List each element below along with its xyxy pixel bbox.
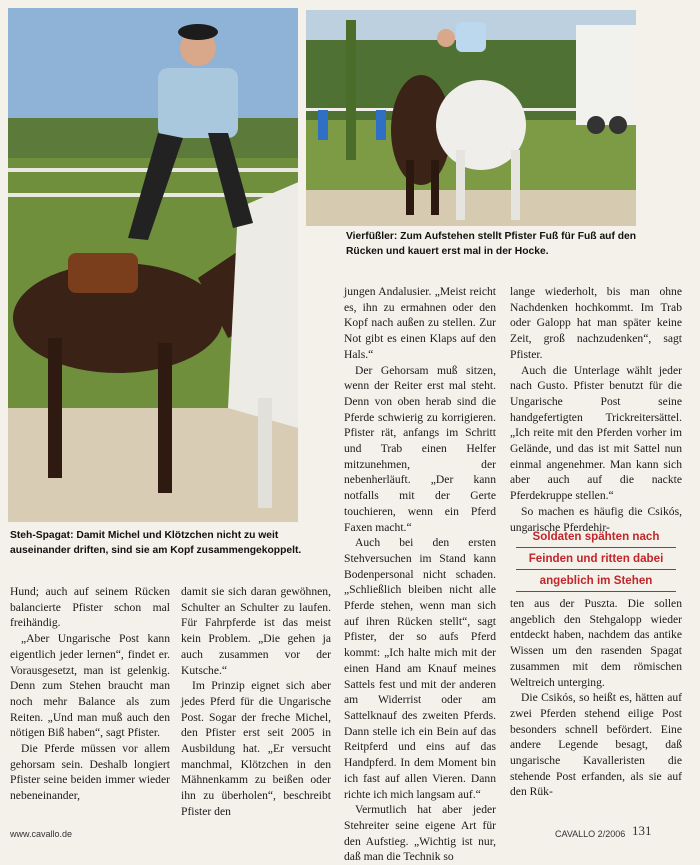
caption-text: Zum Aufstehen stellt Pfister Fuß für Fuß auf den Rücken und kauert erst mal in der Hocke.: [346, 231, 637, 257]
paragraph: ten aus der Puszta. Die sollen angeblich den Stehgalopp wieder entdeckt haben, nachdem das antike Wissen um den rasenden Spagat zusammen mit dem römischen Weltreich unterging.: [510, 597, 682, 689]
caption-lead: Vierfüßler:: [346, 231, 398, 242]
pull-quote-line: Feinden und ritten dabei: [516, 548, 676, 570]
paragraph: So machen es häufig die Csikós, ungarische Pferdehir-: [510, 504, 682, 534]
photo-four-legged-climb: [306, 10, 636, 226]
caption-standing-split: [10, 528, 310, 558]
page-number: 131: [632, 823, 652, 838]
caption-text: Damit Michel und Klötzchen nicht zu weit auseinander driften, sind sie am Kopf zusammengekoppelt.: [10, 530, 302, 556]
article-column-4-upper: [510, 284, 682, 535]
caption-four-legged: [346, 229, 646, 259]
paragraph: damit sie sich daran gewöhnen, Schulter an Schulter zu laufen. Für Fahrpferde ist das meist kein Problem. „Die gehen ja auch zusammen vor der Kutsche.“: [181, 585, 331, 677]
paragraph: Im Prinzip eignet sich aber jedes Pferd für die Ungarische Post. Sogar der freche Michel, den Pfister erst seit 2005 in Ausbildung hat. „Er versucht manchmal, Klötzchen in den Mähnenkamm zu beißen oder ihn zu überholen“, beschreibt Pfister den: [181, 679, 331, 818]
paragraph: „Aber Ungarische Post kann eigentlich jeder lernen“, findet er. Vorausgesetzt, man ist gelenkig. Denn zum Stehen braucht man noch mehr Balance als zum Reiten. „Und man muß auch den nötigen Biß haben“, sagt Pfister.: [10, 632, 170, 740]
paragraph: Die Pferde müssen vor allem gehorsam sein. Deshalb longiert Pfister seine beiden immer wieder nebeneinander,: [10, 742, 170, 803]
paragraph: Vermutlich hat aber jeder Stehreiter seine eigene Art für den Aufstieg. „Wichtig ist nur, daß man die Technik so: [344, 803, 496, 864]
pull-quote: [510, 526, 682, 592]
pull-quote-line: Soldaten spähten nach: [516, 526, 676, 548]
footer-issue: CAVALLO 2/2006: [555, 829, 626, 839]
paragraph: lange wiederholt, bis man ohne Nachdenken hochkommt. Im Trab oder Galopp hat man später keine Zeit, groß nachzudenken“, sagt Pfister.: [510, 285, 682, 361]
article-column-4-lower: [510, 596, 682, 800]
pull-quote-line: angeblich im Stehen: [516, 570, 676, 592]
paragraph: Auch bei den ersten Stehversuchen im Stand kann Bodenpersonal nicht schaden. „Schließlich bleiben nicht alle Pferde stehen, wenn man sich auf ihren Rücken stellt“, sagt Pfister, der so aufs Pferd kommt: „Ich halte mich mit der einen Hand am Knauf meines Sattels fest und mit der anderen am Widerrist oder am Sattelknauf des zweiten Pferds. Dann stelle ich ein Bein auf das Reitpferd und eins auf das Handpferd. In dem Moment bin ich fast auf allen Vieren. Dann richte ich mich langsam auf.“: [344, 536, 496, 801]
article-column-2: [181, 584, 331, 820]
article-column-1: [10, 584, 170, 804]
article-column-3: [344, 284, 496, 865]
caption-lead: Steh-Spagat:: [10, 530, 74, 541]
paragraph: jungen Andalusier. „Meist reicht es, ihn zu ermahnen oder den Kopf nach außen zu stellen. Zur Not gibt es einen Klaps auf den Hals.“: [344, 285, 496, 361]
paragraph: Hund; auch auf seinem Rücken balancierte Pfister schon mal freihändig.: [10, 585, 170, 630]
photo-standing-split: [8, 8, 298, 522]
paragraph: Die Csikós, so heißt es, hätten auf zwei Pferden stehend eilige Post besonders schnell befördert. Eine andere Legende besagt, daß ungarische Kavalleristen die stehende Post erfanden, als sie auf den Rük-: [510, 691, 682, 799]
paragraph: Auch die Unterlage wählt jeder nach Gusto. Pfister benutzt für die Ungarische Post seine handgefertigten Trickreitersättel. „Ich reite mit den Pferden vorher im Gelände, und das ist mit Sattel nun einmal angenehmer. Man kann sich aber auch auf die nackte Pferdekruppe stellen.“: [510, 363, 682, 503]
paragraph: Der Gehorsam muß sitzen, wenn der Reiter erst mal steht. Denn von oben herab sind die Pferde schwierig zu korrigieren. Pfister rät, anfangs im Schritt und Trab einen Helfer mitzunehmen, der nebenherläuft. „Der kann notfalls mit der Gerte touchieren, wenn ein Pferd Faxen macht.“: [344, 363, 496, 534]
footer-url: www.cavallo.de: [10, 829, 73, 839]
